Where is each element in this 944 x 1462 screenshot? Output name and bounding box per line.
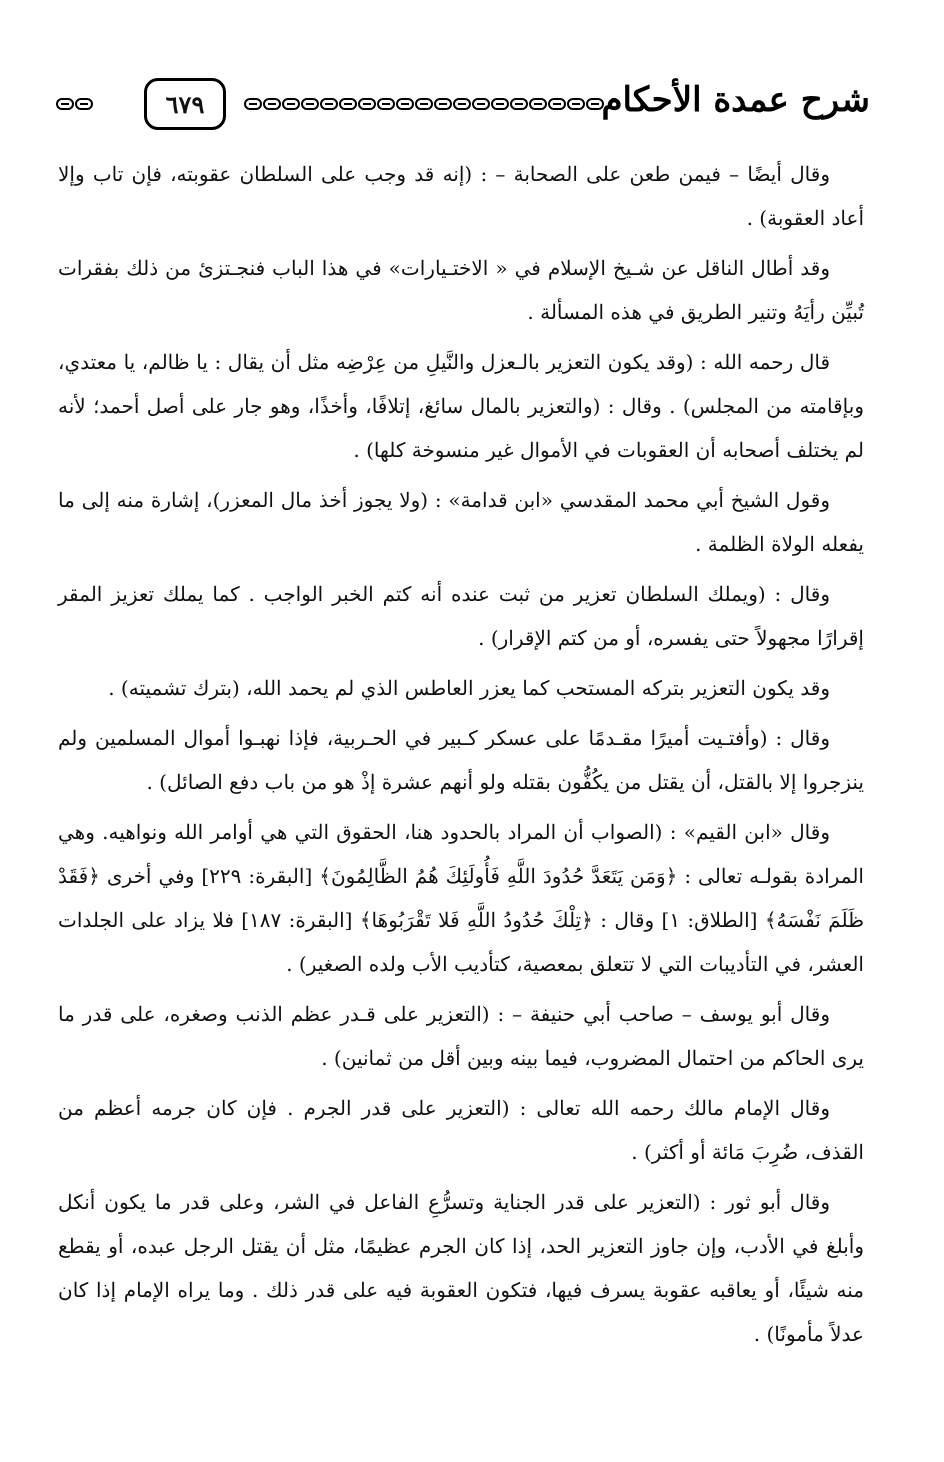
paragraph: وقال أبو يوسف – صاحب أبي حنيفة – : (التعزير على قـدر عظم الذنب وصغره، على قدر ما يرى الحاكم من احتمال المضروب، فيما بينه وبين أقل من ثمانين) . xyxy=(58,1002,864,1070)
paragraph: وقال الإمام مالك رحمه الله تعالى : (التعزير على قدر الجرم . فإن كان جرمه أعظم من القذف، ضُرِبَ مَائة أو أكثر) . xyxy=(58,1096,864,1164)
paragraph: قال رحمه الله : (وقد يكون التعزير بالـعزل والنَّيلِ من عِرْضِه مثل أن يقال : يا ظالم، يا معتدي، وبإقامته من المجلس) . وقال : (والتعزير بالمال سائغ، إتلافًا، وأخذًا، وهو جار على أصل أحمد؛ لأنه لم يختلف أصحابه أن العقوبات في الأموال غير منسوخة كلها) . xyxy=(58,350,864,462)
paragraph: وقد أطال الناقل عن شـيخ الإسلام في « الاختـيارات» في هذا الباب فنجـتزئ من ذلك بفقرات تُبيِّن رأيَهُ وتنير الطريق في هذه المسألة . xyxy=(58,256,864,324)
paragraph: وقال أبو ثور : (التعزير على قدر الجناية وتسرُّعِ الفاعل في الشر، وعلى قدر ما يكون أنكل وأبلغ في الأدب، وإن جاوز التعزير الحد، إذا كان الجرم عظيمًا، مثل أن يقتل الرجل عبده، أو يقطع منه شيئًا، أو يعاقبه عقوبة يسرف فيها، فتكون العقوبة فيه على قدر ذلك . وما يراه الإمام إذا كان عدلاً مأمونًا) . xyxy=(58,1190,864,1346)
paragraph: وقال «ابن القيم» : (الصواب أن المراد بالحدود هنا، الحقوق التي هي أوامر الله ونواهيه. وهي المرادة بقولـه تعالى : ﴿وَمَن يَتَعَدَّ حُدُودَ اللَّهِ فَأُولَئِكَ هُمُ الظَّالِمُونَ﴾ [البقرة: ٢٢٩] وفي أخرى ﴿فَقَدْ ظَلَمَ نَفْسَهُ﴾ [الطلاق: ١] وقال : ﴿تِلْكَ حُدُودُ اللَّهِ فَلا تَقْرَبُوهَا﴾ [البقرة: ١٨٧] فلا يزاد على الجلدات العشر، في التأديبات التي لا تتعلق بمعصية، كتأديب الأب ولده الصغير) . xyxy=(58,820,864,976)
chain-ornament-right xyxy=(244,98,604,114)
page-header xyxy=(56,78,870,134)
page-number: ٦٧٩ xyxy=(144,78,226,130)
paragraph: وقال أيضًا – فيمن طعن على الصحابة – : (إنه قد وجب على السلطان عقوبته، فإن تاب وإلا أعاد العقوبة) . xyxy=(58,162,864,230)
paragraph: وقول الشيخ أبي محمد المقدسي «ابن قدامة» : (ولا يجوز أخذ مال المعزر)، إشارة منه إلى ما يفعله الولاة الظلمة . xyxy=(58,488,864,556)
book-title: شرح عمدة الأحكام xyxy=(601,80,870,120)
chain-ornament-left xyxy=(56,98,93,114)
paragraph: وقال : (وأفتـيت أميرًا مقـدمًا على عسكر كـبير في الحـربية، فإذا نهبـوا أموال المسلمين ولم ينزجروا إلا بالقتل، أن يقتل من يكُفُّون بقتله ولو أنهم عشرة إذْ هو من باب دفع الصائل) . xyxy=(58,726,864,794)
paragraph: وقد يكون التعزير بتركه المستحب كما يعزر العاطس الذي لم يحمد الله، (بترك تشميته) . xyxy=(108,676,830,700)
page-body xyxy=(58,152,864,1356)
paragraph: وقال : (ويملك السلطان تعزير من ثبت عنده أنه كتم الخبر الواجب . كما يملك تعزيز المقر إقرارًا مجهولاً حتى يفسره، أو من كتم الإقرار) . xyxy=(58,582,864,650)
